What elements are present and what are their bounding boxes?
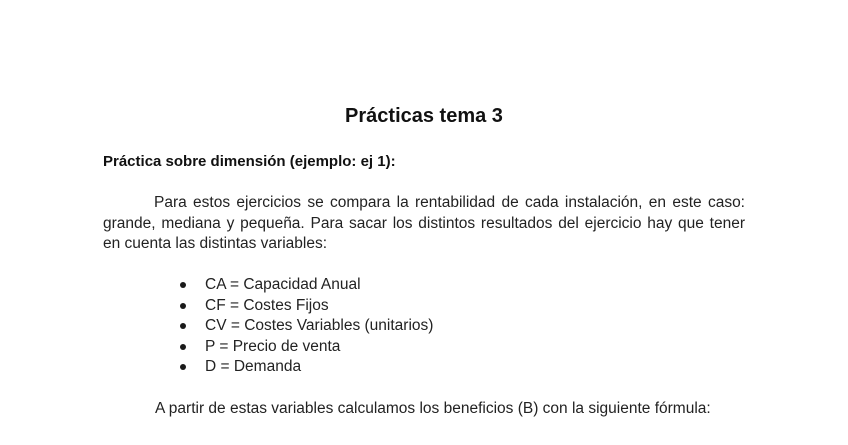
variables-list xyxy=(176,275,433,378)
bullet-dot-icon xyxy=(180,303,186,309)
list-item-text: CF = Costes Fijos xyxy=(205,296,329,314)
bullet-dot-icon xyxy=(180,282,186,288)
list-item-text: P = Precio de venta xyxy=(205,337,341,355)
formula-intro-text: A partir de estas variables calculamos los beneficios (B) con la siguiente fórmula: xyxy=(155,400,711,417)
list-item xyxy=(176,296,433,317)
bullet-dot-icon xyxy=(180,364,186,370)
intro-paragraph: Para estos ejercicios se compara la rentabilidad de cada instalación, en este caso: grande, mediana y pequeña. Para sacar los distintos resultados del ejercicio hay que tener en cuenta las distintas variables: xyxy=(103,194,745,252)
document-title: Prácticas tema 3 xyxy=(345,105,503,127)
list-item-text: CV = Costes Variables (unitarios) xyxy=(205,317,434,335)
list-item xyxy=(176,316,433,337)
list-item xyxy=(176,357,433,378)
bullet-dot-icon xyxy=(180,344,186,350)
list-item xyxy=(176,275,433,296)
bullet-dot-icon xyxy=(180,323,186,329)
list-item-text: D = Demanda xyxy=(205,358,302,376)
section-heading: Práctica sobre dimensión (ejemplo: ej 1): xyxy=(103,153,396,170)
list-item-text: CA = Capacidad Anual xyxy=(205,276,361,293)
list-item xyxy=(176,337,433,358)
